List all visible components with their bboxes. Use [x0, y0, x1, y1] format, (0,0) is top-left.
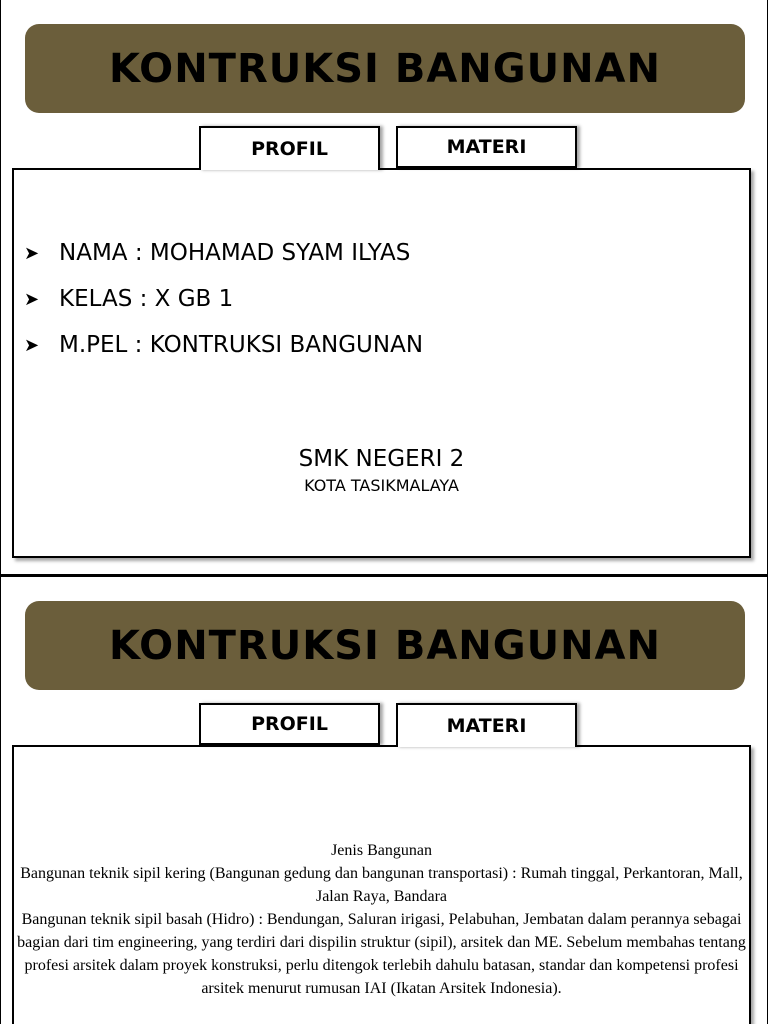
materi-panel: [12, 745, 751, 1024]
profil-list: [24, 230, 423, 368]
page-title: KONTRUKSI BANGUNAN: [108, 45, 661, 92]
materi-content: [14, 839, 749, 1000]
tab-profil[interactable]: PROFIL: [199, 703, 380, 745]
tab-materi[interactable]: MATERI: [396, 126, 577, 168]
arrowhead-bullet-icon: ➤: [24, 334, 40, 356]
slide-materi: [0, 576, 768, 1024]
list-item: [24, 230, 423, 276]
materi-paragraph-wet: Bangunan teknik sipil basah (Hidro) : Bendungan, Saluran irigasi, Pelabuhan, Jembatan dalam perannya sebagai bagian dari tim engineering, yang terdiri dari dispilin struktur (sipil), arsitek dan ME. Sebelum membahas tentang profesi arsitek dalam proyek konstruksi, perlu ditengok terlebih dahulu batasan, standar dan kompetensi profesi arsitek menurut rumusan IAI (Ikatan Arsitek Indonesia).: [17, 911, 746, 997]
profil-subject: M.PEL : KONTRUKSI BANGUNAN: [59, 332, 424, 358]
profil-name: NAMA : MOHAMAD SYAM ILYAS: [59, 240, 411, 266]
materi-heading: Jenis Bangunan: [331, 842, 432, 859]
school-info: [14, 446, 749, 495]
title-banner: [25, 601, 745, 690]
list-item: [24, 276, 423, 322]
school-city: KOTA TASIKMALAYA: [304, 476, 459, 495]
materi-paragraph-dry: Bangunan teknik sipil kering (Bangunan gedung dan bangunan transportasi) : Rumah tinggal, Perkantoran, Mall, Jalan Raya, Bandara: [20, 865, 743, 905]
profil-panel: [12, 168, 751, 558]
school-name: SMK NEGERI 2: [298, 446, 465, 472]
list-item: [24, 322, 423, 368]
tab-profil[interactable]: PROFIL: [199, 126, 380, 170]
profil-class: KELAS : X GB 1: [59, 286, 234, 312]
tab-materi[interactable]: MATERI: [396, 703, 577, 747]
arrowhead-bullet-icon: ➤: [24, 242, 40, 264]
arrowhead-bullet-icon: ➤: [24, 288, 40, 310]
title-banner: [25, 24, 745, 113]
page-title: KONTRUKSI BANGUNAN: [108, 622, 661, 669]
